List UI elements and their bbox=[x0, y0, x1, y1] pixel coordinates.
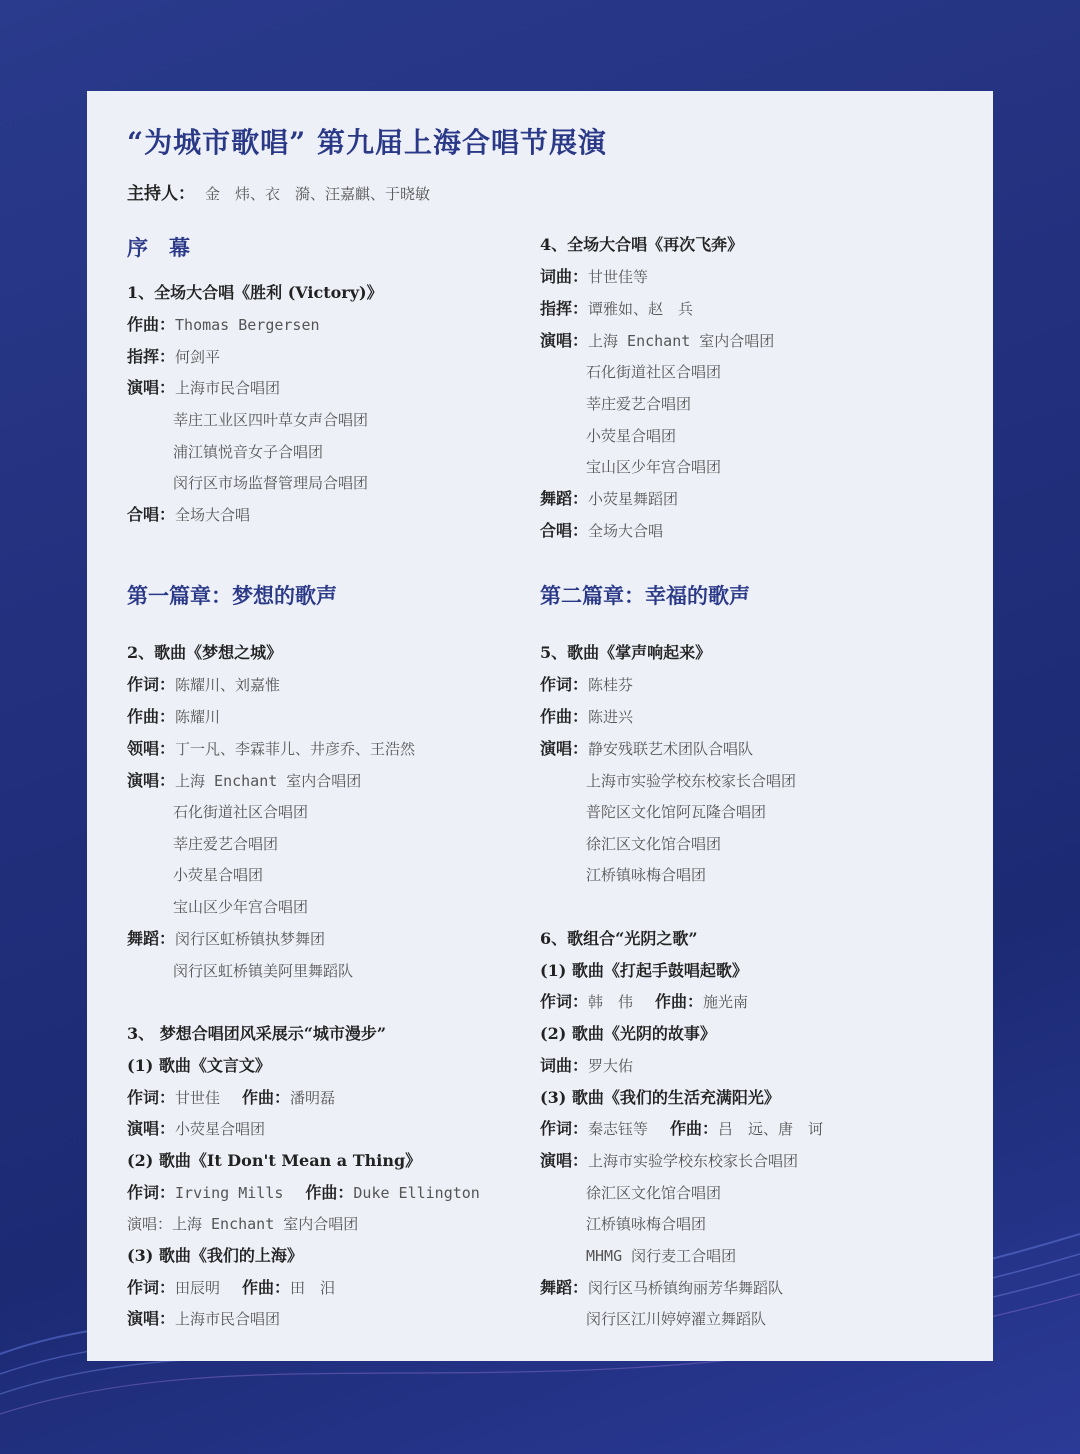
credit-line: 作曲：陈耀川 bbox=[127, 707, 221, 726]
hosts-names: 金 炜、衣 漪、汪嘉麒、于晓敏 bbox=[205, 185, 431, 203]
program-item-5: 5、歌曲《掌声响起来》 bbox=[540, 643, 712, 662]
program-subitem: (3) 歌曲《我们的生活充满阳光》 bbox=[540, 1088, 780, 1107]
credit-line: 作词：Irving Mills 作曲：Duke Ellington bbox=[127, 1183, 480, 1202]
performer-line: 宝山区少年宫合唱团 bbox=[586, 458, 722, 476]
credit-line: 演唱：上海 Enchant 室内合唱团 bbox=[127, 771, 362, 790]
credit-line: 指挥：何剑平 bbox=[127, 347, 221, 366]
performer-line: 莘庄工业区四叶草女声合唱团 bbox=[173, 411, 369, 429]
program-item-6: 6、歌组合“光阴之歌” bbox=[540, 929, 698, 948]
performer-line: 徐汇区文化馆合唱团 bbox=[586, 835, 722, 853]
performer-line: 石化街道社区合唱团 bbox=[173, 803, 309, 821]
performer-line: 普陀区文化馆阿瓦隆合唱团 bbox=[586, 803, 767, 821]
program-subitem: (2) 歌曲《It Don't Mean a Thing》 bbox=[127, 1151, 422, 1170]
credit-line: 演唱：上海市民合唱团 bbox=[127, 378, 281, 397]
program-panel bbox=[87, 91, 993, 1361]
credit-line: 演唱：小荧星合唱团 bbox=[127, 1119, 266, 1138]
performer-line: 石化街道社区合唱团 bbox=[586, 363, 722, 381]
performer-line: 小荧星合唱团 bbox=[586, 427, 677, 445]
performer-line: 小荧星合唱团 bbox=[173, 866, 264, 884]
performer-line: MHMG 闵行麦工合唱团 bbox=[586, 1247, 737, 1265]
performer-line: 莘庄爱艺合唱团 bbox=[173, 835, 279, 853]
credit-line: 作曲：陈进兴 bbox=[540, 707, 634, 726]
credit-line: 演唱：上海市民合唱团 bbox=[127, 1309, 281, 1328]
credit-line: 舞蹈：闵行区虹桥镇执梦舞团 bbox=[127, 929, 326, 948]
credit-line: 作词：陈桂芬 bbox=[540, 675, 634, 694]
credit-line: 词曲：甘世佳等 bbox=[540, 267, 649, 286]
performer-line: 闵行区江川婷婷濯立舞蹈队 bbox=[586, 1310, 767, 1328]
program-subitem: (1) 歌曲《文言文》 bbox=[127, 1056, 271, 1075]
performer-line: 闵行区虹桥镇美阿里舞蹈队 bbox=[173, 962, 354, 980]
performer-line: 宝山区少年宫合唱团 bbox=[173, 898, 309, 916]
credit-line: 作词：秦志钰等 作曲：吕 远、唐 诃 bbox=[540, 1119, 824, 1138]
program-subitem: (1) 歌曲《打起手鼓唱起歌》 bbox=[540, 961, 748, 980]
credit-line: 演唱：上海市实验学校东校家长合唱团 bbox=[540, 1151, 799, 1170]
program-item-2: 2、歌曲《梦想之城》 bbox=[127, 643, 283, 662]
credit-line: 演唱：上海 Enchant 室内合唱团 bbox=[540, 331, 775, 350]
program-item-4: 4、全场大合唱《再次飞奔》 bbox=[540, 235, 744, 254]
credit-line: 词曲：罗大佑 bbox=[540, 1056, 634, 1075]
page-title: “为城市歌唱” 第九届上海合唱节展演 bbox=[127, 126, 607, 159]
credit-line: 作词：田辰明 作曲：田 汨 bbox=[127, 1278, 336, 1297]
section-chapter-1: 第一篇章：梦想的歌声 bbox=[127, 583, 337, 608]
performer-line: 江桥镇咏梅合唱团 bbox=[586, 1215, 707, 1233]
performer-line: 莘庄爱艺合唱团 bbox=[586, 395, 692, 413]
credit-line: 合唱：全场大合唱 bbox=[127, 505, 251, 524]
hosts-line bbox=[127, 179, 430, 204]
performer-line: 闵行区市场监督管理局合唱团 bbox=[173, 474, 369, 492]
performer-line: 徐汇区文化馆合唱团 bbox=[586, 1184, 722, 1202]
program-subitem: (3) 歌曲《我们的上海》 bbox=[127, 1246, 303, 1265]
credit-line: 演唱：上海 Enchant 室内合唱团 bbox=[127, 1215, 359, 1233]
section-chapter-2: 第二篇章：幸福的歌声 bbox=[540, 583, 750, 608]
credit-line: 舞蹈：闵行区马桥镇绚丽芳华舞蹈队 bbox=[540, 1278, 784, 1297]
program-subitem: (2) 歌曲《光阴的故事》 bbox=[540, 1024, 716, 1043]
credit-line: 指挥：谭雅如、赵 兵 bbox=[540, 299, 694, 318]
program-item-1: 1、全场大合唱《胜利 (Victory)》 bbox=[127, 283, 383, 302]
program-item-3: 3、 梦想合唱团风采展示“城市漫步” bbox=[127, 1024, 387, 1043]
credit-line: 演唱：静安残联艺术团队合唱队 bbox=[540, 739, 754, 758]
performer-line: 上海市实验学校东校家长合唱团 bbox=[586, 772, 797, 790]
credit-line: 作曲：Thomas Bergersen bbox=[127, 315, 320, 334]
section-prologue: 序 幕 bbox=[127, 235, 190, 260]
credit-line: 作词：甘世佳 作曲：潘明磊 bbox=[127, 1088, 336, 1107]
performer-line: 浦江镇悦音女子合唱团 bbox=[173, 443, 324, 461]
credit-line: 作词：韩 伟 作曲：施光南 bbox=[540, 992, 749, 1011]
credit-line: 领唱：丁一凡、李霖菲儿、井彦乔、王浩然 bbox=[127, 739, 416, 758]
credit-line: 舞蹈：小荧星舞蹈团 bbox=[540, 489, 679, 508]
hosts-label: 主持人： bbox=[127, 184, 195, 204]
performer-line: 江桥镇咏梅合唱团 bbox=[586, 866, 707, 884]
credit-line: 合唱：全场大合唱 bbox=[540, 521, 664, 540]
credit-line: 作词：陈耀川、刘嘉惟 bbox=[127, 675, 281, 694]
